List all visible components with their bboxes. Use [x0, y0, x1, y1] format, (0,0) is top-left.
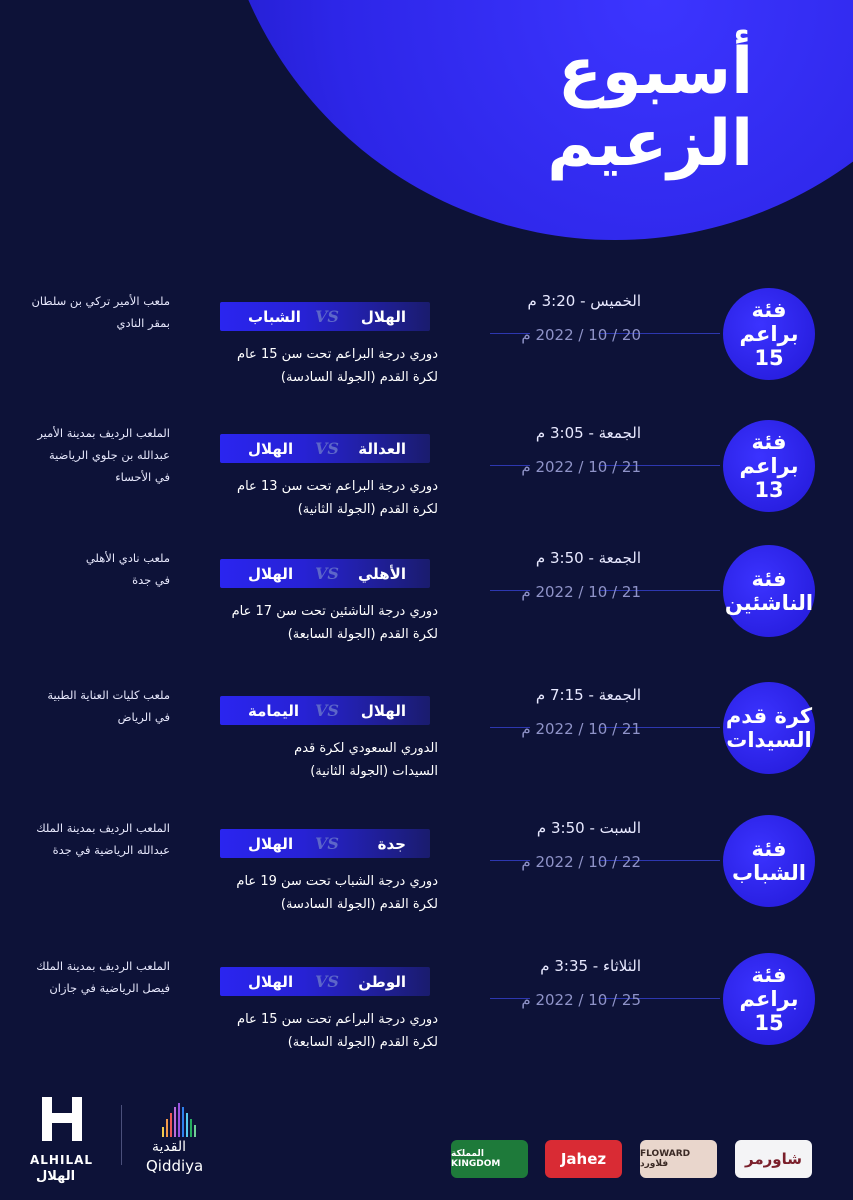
vs-label: VS	[315, 307, 339, 326]
team-left: الهلال	[248, 834, 294, 853]
match-date: 20 / 10 / 2022 م	[521, 326, 641, 344]
venue-line: ملعب الأمير تركي بن سلطان	[31, 294, 170, 308]
team-right: العدالة	[358, 439, 406, 458]
venue-line: في الأحساء	[115, 470, 170, 484]
league-line: لكرة القدم (الجولة السادسة)	[280, 897, 438, 912]
category-line1: فئة	[751, 566, 787, 591]
venue-info	[10, 422, 170, 488]
team-left: الهلال	[248, 439, 294, 458]
vs-label: VS	[315, 564, 339, 583]
venue-line: في جدة	[132, 573, 170, 587]
league-line: لكرة القدم (الجولة السابعة)	[287, 1035, 438, 1050]
venue-line: في الرياض	[117, 710, 170, 724]
match-day-time: الجمعة - 7:15 م	[535, 686, 641, 704]
match-date: 21 / 10 / 2022 م	[521, 583, 641, 601]
category-line2: الشباب	[731, 861, 806, 885]
league-line: دوري درجة البراعم تحت سن 13 عام	[237, 479, 438, 494]
teams-bar	[220, 559, 430, 588]
league-info	[228, 1008, 438, 1054]
match-date: 25 / 10 / 2022 م	[521, 991, 641, 1009]
match-row	[0, 545, 853, 655]
match-day-time: السبت - 3:50 م	[536, 819, 641, 837]
category-line1: فئة	[751, 429, 787, 454]
team-left: الهلال	[248, 564, 294, 583]
vs-label: VS	[315, 834, 339, 853]
venue-line: ملعب نادي الأهلي	[85, 551, 170, 565]
team-right: الهلال	[360, 701, 406, 720]
venue-line: عبدالله بن جلوي الرياضية	[49, 448, 170, 462]
venue-line: الملعب الرديف بمدينة الملك	[36, 821, 170, 835]
footer-divider	[121, 1105, 122, 1165]
league-line: دوري درجة البراعم تحت سن 15 عام	[237, 1012, 438, 1027]
league-info	[228, 475, 438, 521]
category-line2: براعم 15	[739, 986, 799, 1036]
venue-line: ملعب كليات العناية الطبية	[47, 688, 170, 702]
category-line2: براعم 15	[739, 321, 799, 371]
venue-line: فيصل الرياضية في جازان	[49, 981, 170, 995]
category-badge	[723, 420, 815, 512]
category-badge	[723, 288, 815, 380]
category-line1: كرة قدم	[725, 703, 813, 728]
category-badge	[723, 815, 815, 907]
team-left: الشباب	[248, 307, 301, 326]
page-title-line1: أسبوع	[558, 35, 753, 109]
venue-info	[10, 547, 170, 591]
team-right: الوطن	[358, 972, 406, 991]
team-right: الهلال	[360, 307, 406, 326]
qiddiya-logo-icon	[150, 1101, 208, 1137]
vs-label: VS	[315, 701, 339, 720]
team-right: الأهلي	[357, 564, 406, 583]
category-line2: براعم 13	[739, 453, 799, 503]
match-row	[0, 682, 853, 792]
league-line: دوري درجة البراعم تحت سن 15 عام	[237, 347, 438, 362]
team-right: جدة	[377, 834, 406, 853]
club-name-ar: الهلال	[36, 1169, 76, 1184]
venue-info	[10, 955, 170, 999]
match-row	[0, 953, 853, 1063]
teams-bar	[220, 434, 430, 463]
league-info	[228, 600, 438, 646]
teams-bar	[220, 302, 430, 331]
teams-bar	[220, 967, 430, 996]
category-badge	[723, 953, 815, 1045]
league-info	[228, 737, 438, 783]
venue-line: عبدالله الرياضية في جدة	[52, 843, 170, 857]
team-left: الهلال	[248, 972, 294, 991]
vs-label: VS	[315, 972, 339, 991]
league-line: لكرة القدم (الجولة السادسة)	[280, 370, 438, 385]
footer	[0, 1085, 853, 1200]
page-title-line2: الزعيم	[547, 107, 753, 181]
sponsor-logo: المملكة KINGDOM	[451, 1140, 528, 1178]
alhilal-logo-icon	[34, 1093, 90, 1145]
league-line: دوري درجة الشباب تحت سن 19 عام	[236, 874, 438, 889]
qiddiya-name-ar: القدية	[152, 1139, 186, 1155]
sponsor-logo: Jahez	[545, 1140, 622, 1178]
venue-info	[10, 684, 170, 728]
venue-info	[10, 290, 170, 334]
venue-line: بمقر النادي	[116, 316, 170, 330]
category-line2: السيدات	[726, 728, 812, 752]
league-line: لكرة القدم (الجولة السابعة)	[287, 627, 438, 642]
category-line1: فئة	[751, 836, 787, 861]
league-line: دوري درجة الناشئين تحت سن 17 عام	[231, 604, 438, 619]
category-badge	[723, 545, 815, 637]
venue-line: الملعب الرديف بمدينة الأمير	[37, 426, 170, 440]
qiddiya-name-en: Qiddiya	[146, 1157, 204, 1175]
teams-bar	[220, 829, 430, 858]
match-row	[0, 815, 853, 925]
sponsor-logo: شاورمر	[735, 1140, 812, 1178]
league-info	[228, 343, 438, 389]
league-line: لكرة القدم (الجولة الثانية)	[297, 502, 438, 517]
category-line2: الناشئين	[724, 591, 814, 615]
category-line1: فئة	[751, 297, 787, 322]
match-day-time: الجمعة - 3:05 م	[535, 424, 641, 442]
match-date: 21 / 10 / 2022 م	[521, 720, 641, 738]
vs-label: VS	[315, 439, 339, 458]
match-date: 21 / 10 / 2022 م	[521, 458, 641, 476]
venue-line: الملعب الرديف بمدينة الملك	[36, 959, 170, 973]
match-day-time: الجمعة - 3:50 م	[535, 549, 641, 567]
sponsor-logo: FLOWARD فلاورد	[640, 1140, 717, 1178]
match-day-time: الثلاثاء - 3:35 م	[540, 957, 641, 975]
teams-bar	[220, 696, 430, 725]
category-line1: فئة	[751, 962, 787, 987]
match-row	[0, 288, 853, 398]
match-date: 22 / 10 / 2022 م	[521, 853, 641, 871]
match-row	[0, 420, 853, 530]
club-name-en: ALHILAL	[30, 1153, 94, 1167]
category-badge	[723, 682, 815, 774]
match-day-time: الخميس - 3:20 م	[527, 292, 641, 310]
header-circle	[215, 0, 853, 240]
league-line: السيدات (الجولة الثانية)	[310, 764, 438, 779]
league-line: الدوري السعودي لكرة قدم	[294, 741, 438, 756]
venue-info	[10, 817, 170, 861]
league-info	[228, 870, 438, 916]
team-left: اليمامة	[248, 701, 299, 720]
